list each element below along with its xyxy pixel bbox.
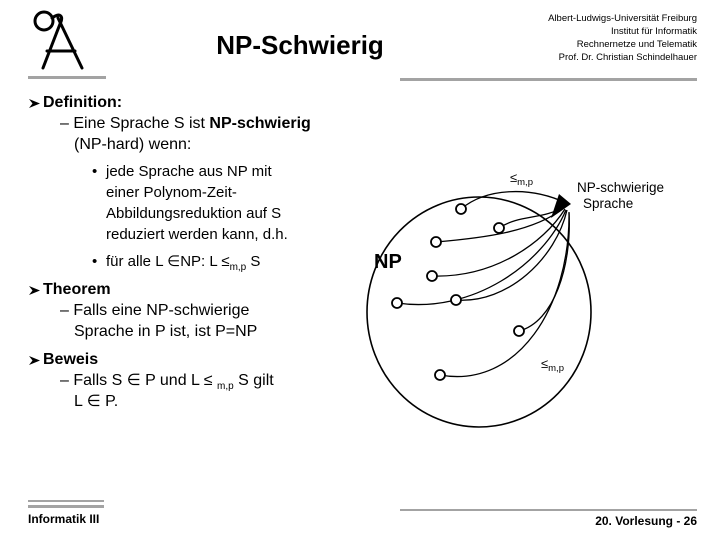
language-node: [427, 271, 437, 281]
header-divider-left: [28, 76, 106, 79]
affiliation-line: Rechnernetze und Telematik: [576, 39, 697, 50]
footer-divider-right: [400, 509, 697, 511]
heading-label: Theorem: [43, 281, 111, 298]
np-hard-diagram: [358, 146, 698, 446]
sub-bullet-cont: reduziert werden kann, d.h.: [106, 226, 288, 243]
np-hard-language-label-line1: NP-schwierige: [577, 180, 665, 195]
heading-label: Definition:: [43, 94, 123, 111]
formula-subscript: m,p: [229, 262, 247, 273]
language-node: [435, 370, 445, 380]
affiliation-line: Prof. Dr. Christian Schindelhauer: [558, 52, 697, 63]
np-hard-language-label-line2: Sprache: [583, 196, 634, 211]
reduction-label-bottom: $\le_{m,p}$: [541, 356, 564, 374]
bullet-marker: •: [92, 163, 98, 180]
formula-tail: S: [246, 253, 261, 270]
heading-label: Beweis: [43, 351, 99, 368]
sub-bullet-cont: einer Polynom-Zeit-: [106, 184, 237, 201]
np-set-ellipse: [367, 197, 591, 427]
language-node: [456, 204, 466, 214]
beweis-item: [28, 370, 364, 391]
definition-heading: [28, 92, 364, 113]
theorem-heading: [28, 279, 364, 300]
arrow-bullet-icon: [28, 97, 41, 110]
language-node: [514, 326, 524, 336]
np-language-nodes: [392, 204, 524, 380]
affiliation-block: [548, 12, 697, 64]
formula-main: – Falls S ∈ P und L ≤: [60, 372, 218, 389]
slide-body: [28, 92, 364, 412]
sub-bullet: [28, 251, 364, 272]
footer-course-label: Informatik III: [28, 512, 100, 526]
page-title: NP-Schwierig: [216, 30, 384, 60]
language-node: [392, 298, 402, 308]
theorem-item-cont: Sprache in P ist, ist P=NP: [74, 323, 258, 340]
beweis-item-cont: L ∈ P.: [74, 393, 119, 410]
sub-bullet-text: jede Sprache aus NP mit: [106, 163, 272, 180]
language-node: [431, 237, 441, 247]
formula-main: für alle L ∈NP: L ≤: [106, 253, 230, 270]
footer-divider-left-thin: [28, 500, 104, 502]
footer-divider-left-thick: [28, 505, 104, 508]
definition-item: [28, 113, 364, 134]
sub-bullet-text: [106, 251, 260, 272]
header-divider-right: [400, 78, 697, 81]
formula-subscript: m,p: [217, 381, 234, 393]
bullet-marker: •: [92, 253, 98, 270]
affiliation-line: Institut für Informatik: [610, 26, 697, 37]
sub-bullet-cont: Abbildungsreduktion auf S: [106, 205, 282, 222]
beweis-heading: [28, 349, 364, 370]
university-logo: [30, 8, 88, 72]
language-node: [451, 295, 461, 305]
reduction-arrows: [397, 192, 569, 377]
np-set-label: NP: [374, 251, 402, 273]
footer-page-label: 20. Vorlesung - 26: [595, 514, 697, 528]
arrow-bullet-icon: [28, 354, 41, 367]
arrow-bullet-icon: [28, 284, 41, 297]
language-node: [494, 223, 504, 233]
sub-bullet: [28, 161, 364, 182]
definition-item-text: – Eine Sprache S ist: [60, 115, 210, 132]
theorem-item: – Falls eine NP-schwierige: [60, 302, 250, 319]
definition-item-cont: (NP-hard) wenn:: [74, 136, 192, 153]
definition-item-bold: NP-schwierig: [209, 115, 311, 132]
reduction-label-top: $\le_{m,p}$: [510, 170, 533, 188]
formula-tail: S gilt: [233, 372, 274, 389]
affiliation-line: Albert-Ludwigs-Universität Freiburg: [548, 13, 697, 24]
